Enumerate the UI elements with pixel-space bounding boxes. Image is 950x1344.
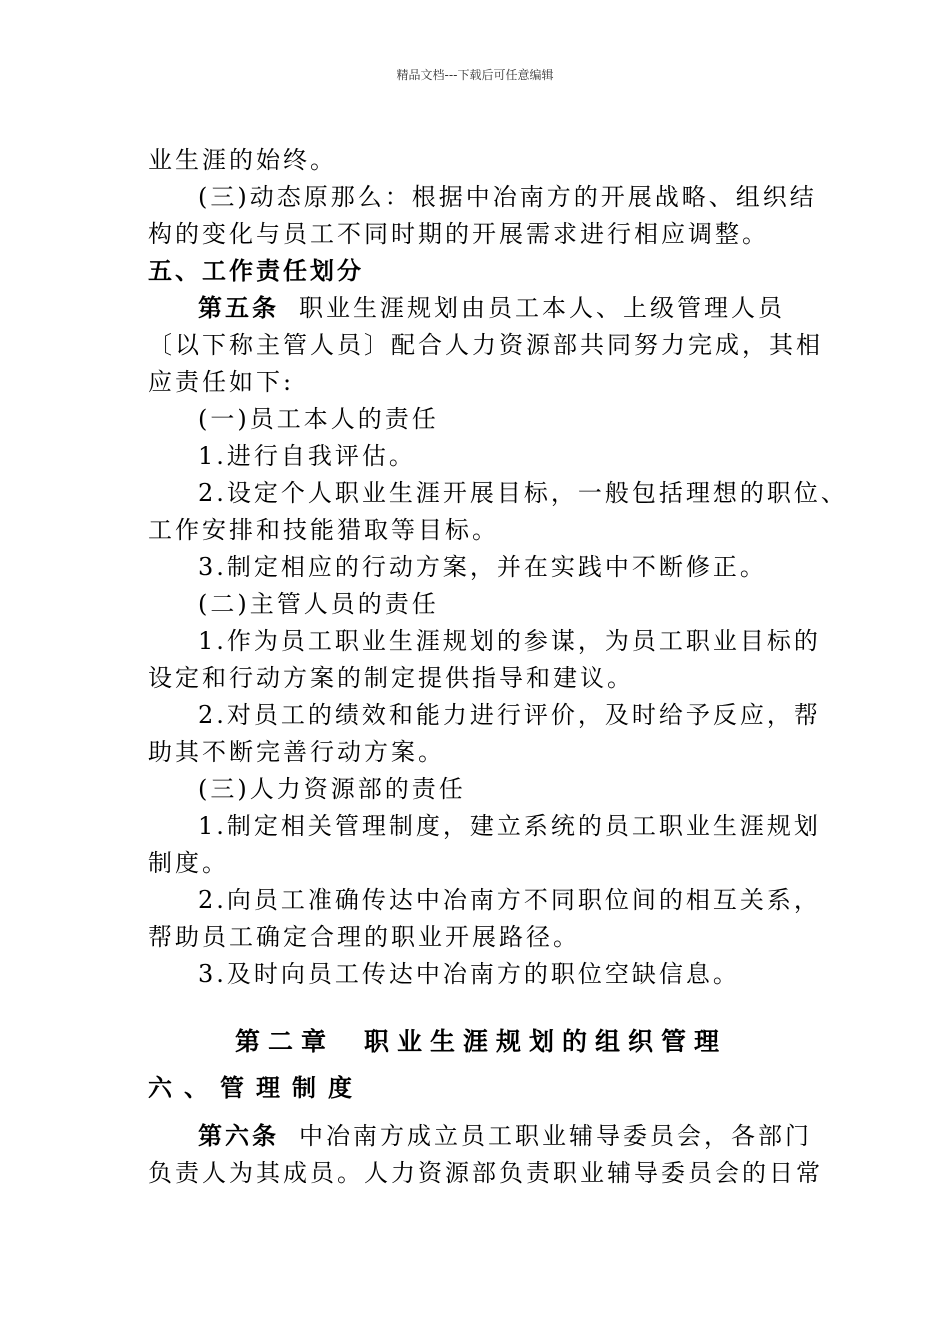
paragraph-line: 业生涯的始终。 bbox=[148, 146, 337, 174]
spacer bbox=[148, 993, 804, 1018]
list-item: 2.向员工准确传达中冶南方不同职位间的相互关系， bbox=[198, 886, 821, 914]
list-item: 1.进行自我评估。 bbox=[198, 442, 416, 470]
paragraph-line: 工作安排和技能猎取等目标。 bbox=[148, 516, 499, 544]
list-item: 1.作为员工职业生涯规划的参谋，为员工职业目标的 bbox=[198, 627, 821, 655]
paragraph-line: 负责人为其成员。人力资源部负责职业辅导委员会的日常 bbox=[148, 1159, 823, 1187]
article-label: 第五条 bbox=[198, 294, 279, 322]
paragraph-line: 助其不断完善行动方案。 bbox=[148, 738, 445, 766]
subsection-heading: (三)人力资源部的责任 bbox=[198, 775, 466, 803]
paragraph-line: 制度。 bbox=[148, 849, 229, 877]
article-text: 中冶南方成立员工职业辅导委员会，各部门 bbox=[299, 1122, 812, 1150]
list-item: 2.设定个人职业生涯开展目标，一般包括理想的职位、 bbox=[198, 479, 848, 507]
article-6-line bbox=[148, 1118, 812, 1155]
article-5-line bbox=[148, 290, 804, 327]
paragraph-line: 构的变化与员工不同时期的开展需求进行相应调整。 bbox=[148, 220, 769, 248]
article-text: 职业生涯规划由员工本人、上级管理人员 bbox=[299, 294, 785, 322]
paragraph-line: 应责任如下: bbox=[148, 368, 295, 396]
subsection-heading: (二)主管人员的责任 bbox=[198, 590, 439, 618]
subsection-heading: (一)员工本人的责任 bbox=[198, 405, 439, 433]
list-item: 1.制定相关管理制度，建立系统的员工职业生涯规划 bbox=[198, 812, 821, 840]
chapter-number: 第二章 bbox=[234, 1027, 334, 1056]
section-heading-6: 六、管理制度 bbox=[148, 1074, 364, 1102]
chapter-title bbox=[148, 1018, 804, 1066]
paragraph-line: 帮助员工确定合理的职业开展路径。 bbox=[148, 923, 580, 951]
list-item: 2.对员工的绩效和能力进行评价，及时给予反应，帮 bbox=[198, 701, 821, 729]
section-heading-5: 五、工作责任划分 bbox=[148, 257, 364, 285]
chapter-name: 职业生涯规划的组织管理 bbox=[364, 1027, 728, 1056]
paragraph-line: 〔以下称主管人员〕配合人力资源部共同努力完成，其相 bbox=[148, 331, 823, 359]
list-item: 3.制定相应的行动方案，并在实践中不断修正。 bbox=[198, 553, 767, 581]
list-item: 3.及时向员工传达中冶南方的职位空缺信息。 bbox=[198, 960, 740, 988]
paragraph-line: (三)动态原那么：根据中冶南方的开展战略、组织结 bbox=[198, 183, 817, 211]
paragraph-line: 设定和行动方案的制定提供指导和建议。 bbox=[148, 664, 634, 692]
document-body bbox=[148, 142, 848, 1192]
page-header: 精品文档---下载后可任意编辑 bbox=[396, 68, 554, 82]
article-label: 第六条 bbox=[198, 1122, 279, 1150]
